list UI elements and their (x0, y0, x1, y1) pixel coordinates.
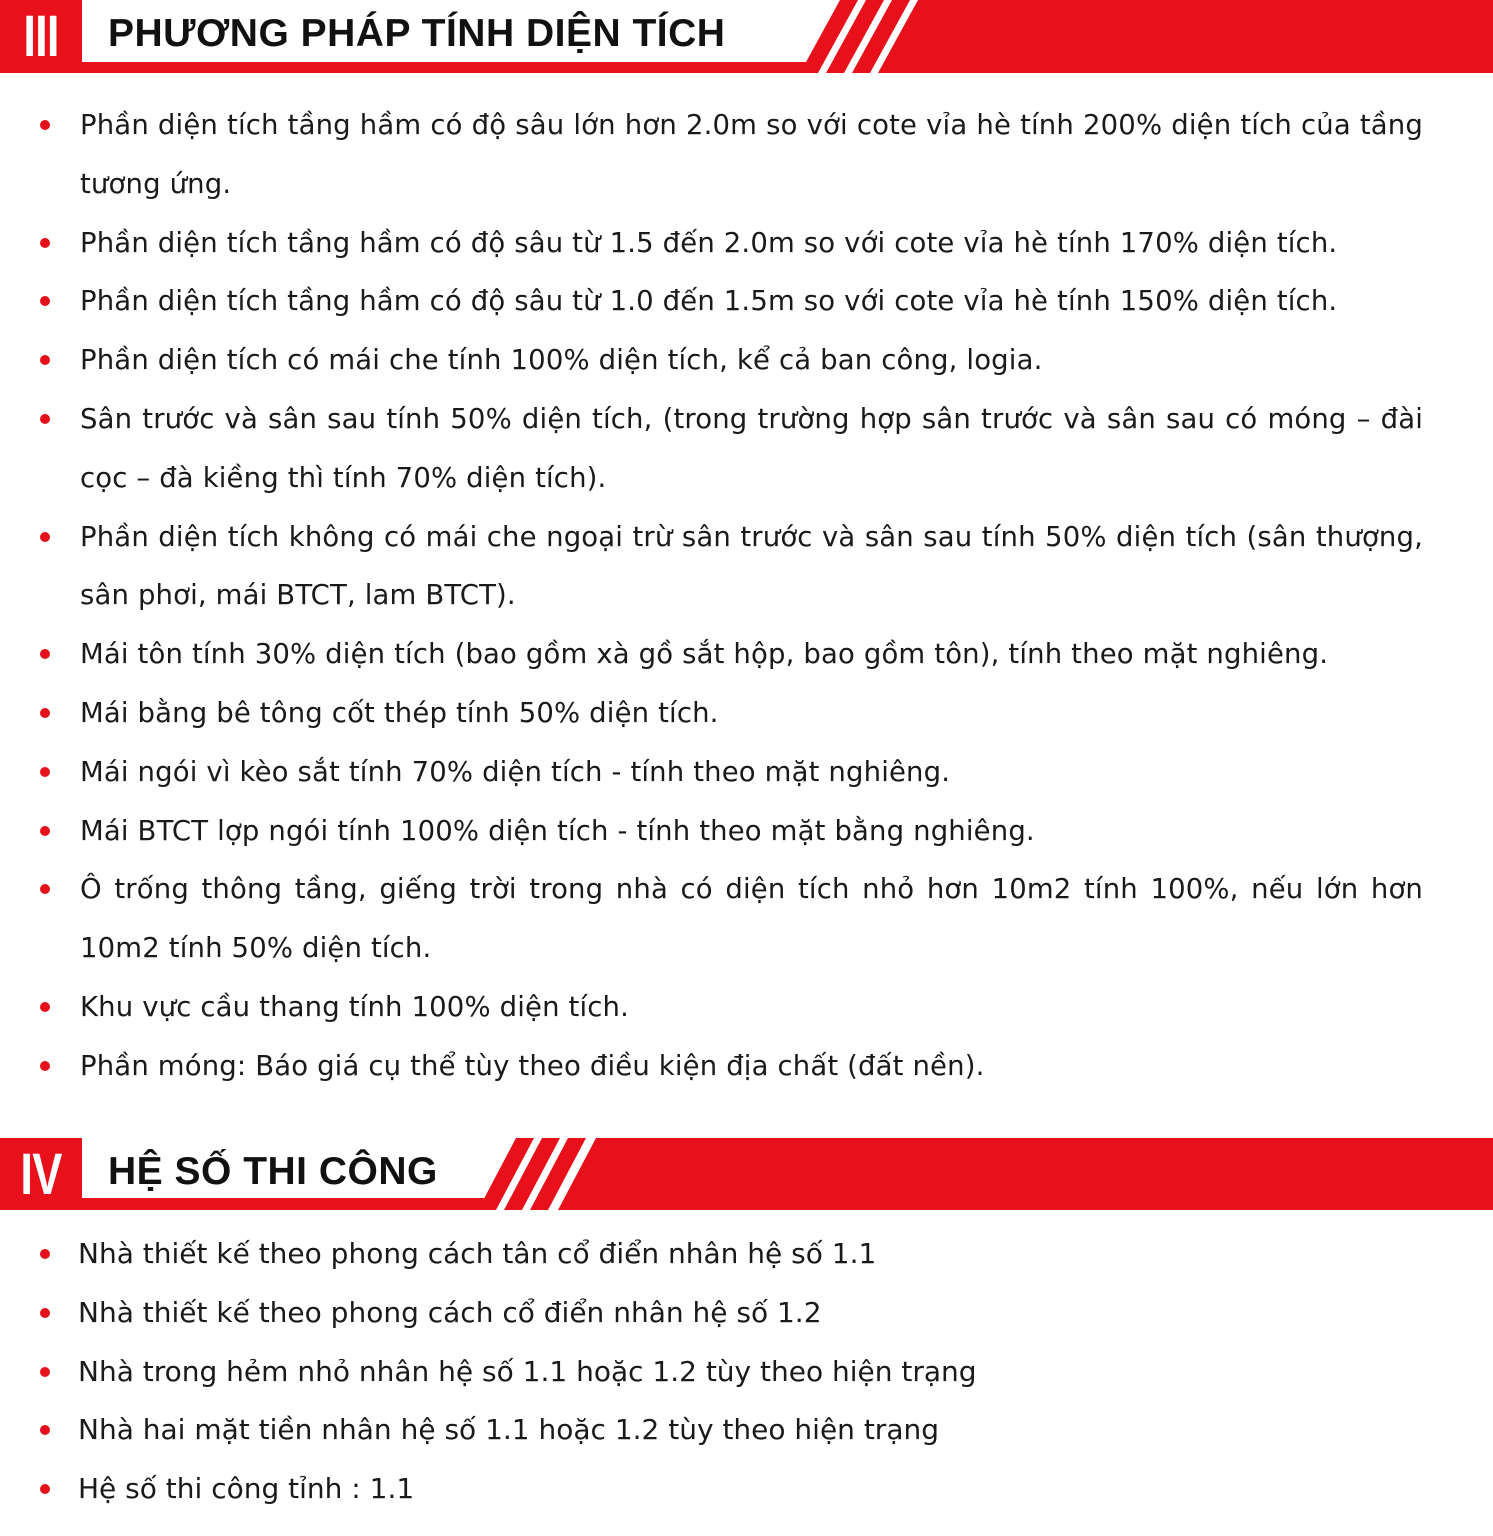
list-item-text: Phần diện tích không có mái che ngoại trừ sân trước và sân sau tính 50% diện tích (sân thượng, sân phơi, mái BTCT, lam BTCT). (80, 520, 1423, 612)
list-item (0, 508, 1493, 626)
bullet-dot-icon (40, 649, 50, 659)
bullet-dot-icon (40, 1002, 50, 1012)
bullet-dot-icon (40, 1061, 50, 1071)
bullet-dot-icon (40, 884, 50, 894)
bullet-dot-icon (40, 532, 50, 542)
list-item (0, 1343, 1493, 1402)
list-item-text: Mái bằng bê tông cốt thép tính 50% diện tích. (80, 696, 719, 729)
list-item (0, 802, 1493, 861)
list-item (0, 1225, 1493, 1284)
list-item-text: Ô trống thông tầng, giếng trời trong nhà có diện tích nhỏ hơn 10m2 tính 100%, nếu lớn hơn 10m2 tính 50% diện tích. (80, 873, 1423, 965)
section-numeral: IV (20, 1141, 62, 1207)
section-title: HỆ SỐ THI CÔNG (108, 1150, 438, 1193)
list-item-text: Mái BTCT lợp ngói tính 100% diện tích - tính theo mặt bằng nghiêng. (80, 814, 1035, 847)
section-header-iv (0, 1138, 1493, 1218)
list-item-text: Khu vực cầu thang tính 100% diện tích. (80, 990, 630, 1023)
list-item (0, 860, 1493, 978)
list-item (0, 96, 1493, 214)
list-item (0, 272, 1493, 331)
list-item (0, 1401, 1493, 1460)
bullet-dot-icon (40, 1484, 50, 1494)
bullet-dot-icon (40, 1367, 50, 1377)
area-method-list (0, 96, 1493, 1096)
list-item-text: Phần diện tích tầng hầm có độ sâu lớn hơn 2.0m so với cote vỉa hè tính 200% diện tích của tầng tương ứng. (80, 109, 1423, 200)
list-item (0, 1284, 1493, 1343)
list-item (0, 331, 1493, 390)
section-header-iii (0, 0, 1493, 80)
list-item-text: Phần diện tích có mái che tính 100% diện tích, kể cả ban công, logia. (80, 344, 1043, 377)
list-item (0, 390, 1493, 508)
list-item-text: Nhà thiết kế theo phong cách cổ điển nhân hệ số 1.2 (78, 1295, 822, 1329)
list-item-text: Sân trước và sân sau tính 50% diện tích, (trong trường hợp sân trước và sân sau có móng – đài cọc – đà kiềng thì tính 70% diện tích). (80, 402, 1423, 494)
list-item-text: Phần móng: Báo giá cụ thể tùy theo điều kiện địa chất (đất nền). (80, 1049, 985, 1082)
bullet-dot-icon (40, 120, 50, 130)
bullet-dot-icon (40, 296, 50, 306)
construction-coefficient-list (0, 1225, 1493, 1519)
bullet-dot-icon (40, 414, 50, 424)
section-title: PHƯƠNG PHÁP TÍNH DIỆN TÍCH (108, 12, 726, 55)
list-item-text: Phần diện tích tầng hầm có độ sâu từ 1.0 đến 1.5m so với cote vỉa hè tính 150% diện tích. (80, 285, 1338, 318)
list-item (0, 1037, 1493, 1096)
list-item-text: Nhà hai mặt tiền nhân hệ số 1.1 hoặc 1.2 tùy theo hiện trạng (78, 1413, 939, 1447)
list-item-text: Mái tôn tính 30% diện tích (bao gồm xà gồ sắt hộp, bao gồm tôn), tính theo mặt nghiêng. (80, 638, 1329, 671)
bullet-dot-icon (40, 1308, 50, 1318)
list-item (0, 978, 1493, 1037)
bullet-dot-icon (40, 767, 50, 777)
section-numeral: III (23, 3, 59, 69)
list-item-text: Mái ngói vì kèo sắt tính 70% diện tích - tính theo mặt nghiêng. (80, 755, 951, 788)
bullet-dot-icon (40, 238, 50, 248)
bullet-dot-icon (40, 826, 50, 836)
list-item (0, 1460, 1493, 1519)
list-item-text: Phần diện tích tầng hầm có độ sâu từ 1.5 đến 2.0m so với cote vỉa hè tính 170% diện tích. (80, 226, 1338, 259)
list-item-text: Hệ số thi công tỉnh : 1.1 (78, 1472, 415, 1506)
list-item (0, 743, 1493, 802)
bullet-dot-icon (40, 1249, 50, 1259)
list-item (0, 684, 1493, 743)
list-item-text: Nhà thiết kế theo phong cách tân cổ điển nhân hệ số 1.1 (78, 1237, 877, 1270)
bullet-dot-icon (40, 355, 50, 365)
list-item-text: Nhà trong hẻm nhỏ nhân hệ số 1.1 hoặc 1.2 tùy theo hiện trạng (78, 1354, 977, 1388)
bullet-dot-icon (40, 1425, 50, 1435)
bullet-dot-icon (40, 708, 50, 718)
list-item (0, 625, 1493, 684)
list-item (0, 214, 1493, 273)
